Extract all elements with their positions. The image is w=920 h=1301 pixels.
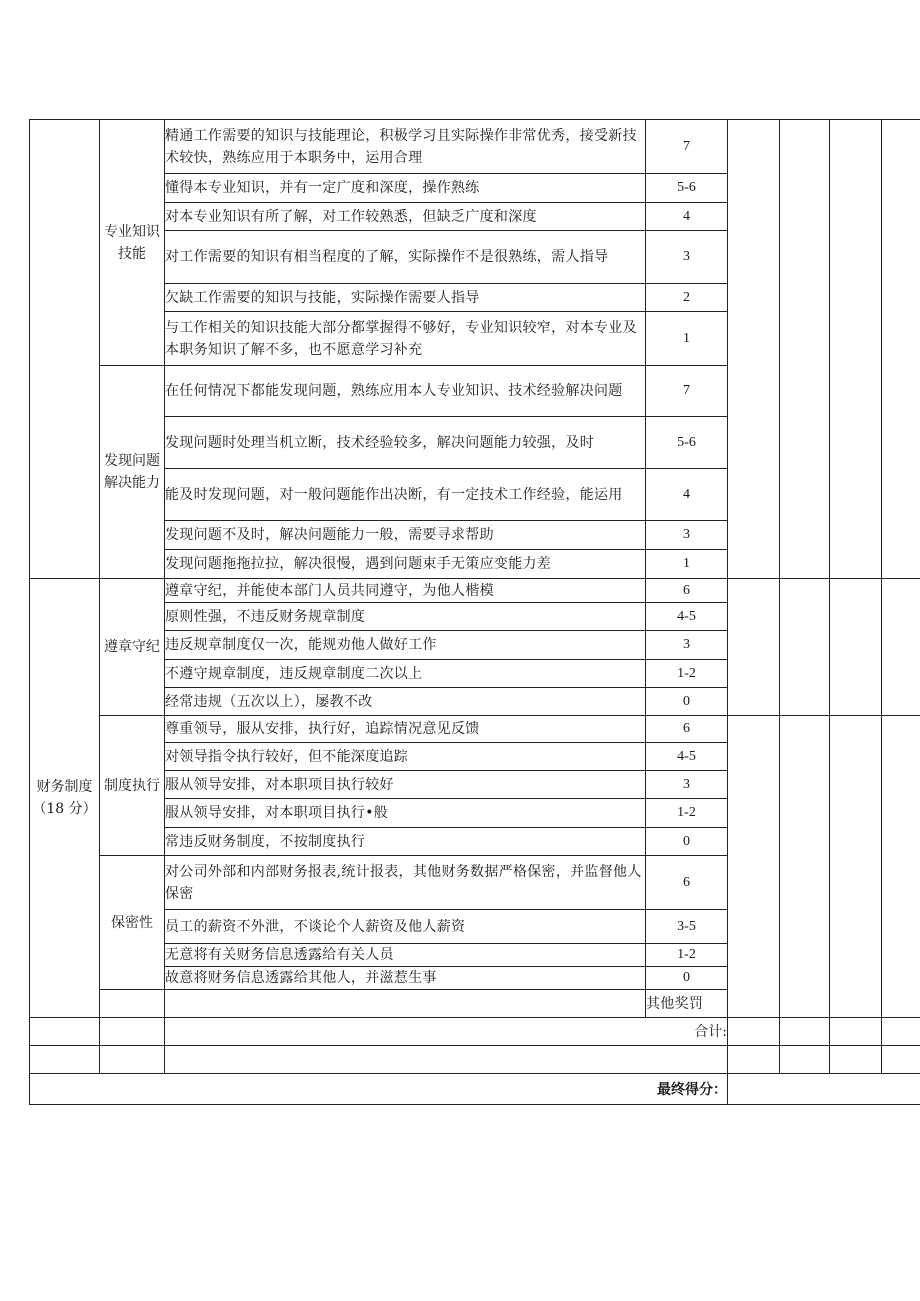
score-input-cell[interactable] xyxy=(728,579,780,716)
criterion-desc: 常违反财务制度，不按制度执行 xyxy=(165,828,646,856)
blank-cell xyxy=(30,1046,100,1074)
score-input-cell[interactable] xyxy=(830,716,882,1018)
criterion-score: 3-5 xyxy=(646,910,728,944)
criterion-score: 7 xyxy=(646,120,728,174)
score-input-cell[interactable] xyxy=(830,579,882,716)
criterion-score: 5-6 xyxy=(646,417,728,469)
criterion-desc: 在任何情况下都能发现问题，熟练应用本人专业知识、技术经验解决问题 xyxy=(165,366,646,417)
subcategory-discipline: 遵章守纪 xyxy=(100,579,165,716)
evaluation-table xyxy=(29,119,920,1105)
criterion-desc: 与工作相关的知识技能大部分都掌握得不够好，专业知识较窄，对本专业及本职务知识了解不多，也不愿意学习补充 xyxy=(165,312,646,366)
criterion-score: 4 xyxy=(646,469,728,521)
criterion-score: 0 xyxy=(646,967,728,990)
category-finance-label: 财务制度 xyxy=(36,779,93,795)
criterion-desc: 精通工作需要的知识与技能理论，积极学习且实际操作非常优秀，接受新技术较快，熟练应用于本职务中，运用合理 xyxy=(165,120,646,174)
total-input-cell[interactable] xyxy=(830,1018,882,1046)
blank-cell[interactable] xyxy=(830,1046,882,1074)
blank-cell xyxy=(100,1046,165,1074)
blank-category-cell xyxy=(30,120,100,579)
blank-cell xyxy=(165,1046,728,1074)
score-input-cell[interactable] xyxy=(780,716,830,1018)
criterion-desc: 对公司外部和内部财务报表,统计报表，其他财务数据严格保密，并监督他人保密 xyxy=(165,856,646,910)
criterion-desc: 尊重领导，服从安排，执行好，追踪情况意见反馈 xyxy=(165,716,646,743)
criterion-desc: 对工作需要的知识有相当程度的了解，实际操作不是很熟练，需人指导 xyxy=(165,231,646,284)
criterion-desc: 经常违规（五次以上），屡教不改 xyxy=(165,688,646,716)
criterion-desc: 遵章守纪，并能使本部门人员共同遵守，为他人楷模 xyxy=(165,579,646,603)
criterion-desc: 不遵守规章制度，违反规章制度二次以上 xyxy=(165,660,646,688)
criterion-score: 6 xyxy=(646,856,728,910)
score-input-cell[interactable] xyxy=(882,716,920,1018)
total-input-cell[interactable] xyxy=(728,1018,780,1046)
criterion-desc: 欠缺工作需要的知识与技能，实际操作需要人指导 xyxy=(165,284,646,312)
criterion-score: 3 xyxy=(646,231,728,284)
blank-cell xyxy=(100,990,165,1018)
criterion-desc: 服从领导安排，对本职项目执行•般 xyxy=(165,799,646,828)
criterion-score: 3 xyxy=(646,771,728,799)
total-input-cell[interactable] xyxy=(780,1018,830,1046)
criterion-desc: 能及时发现问题，对一般问题能作出决断，有一定技术工作经验，能运用 xyxy=(165,469,646,521)
total-label: 合计: xyxy=(165,1018,728,1046)
category-finance-points: （18 分） xyxy=(32,801,97,817)
criterion-score: 3 xyxy=(646,631,728,660)
blank-cell xyxy=(100,1018,165,1046)
subcategory-confidentiality: 保密性 xyxy=(100,856,165,990)
criterion-desc: 发现问题时处理当机立断，技术经验较多，解决问题能力较强，及时 xyxy=(165,417,646,469)
criterion-score: 4 xyxy=(646,203,728,231)
final-score-input-cell[interactable] xyxy=(728,1074,920,1105)
criterion-score: 2 xyxy=(646,284,728,312)
criterion-score: 6 xyxy=(646,716,728,743)
criterion-desc: 故意将财务信息透露给其他人，并滋惹生事 xyxy=(165,967,646,990)
blank-cell[interactable] xyxy=(728,1046,780,1074)
score-input-cell[interactable] xyxy=(882,120,920,579)
blank-cell xyxy=(165,990,646,1018)
score-input-cell[interactable] xyxy=(780,120,830,579)
criterion-score: 0 xyxy=(646,688,728,716)
score-input-cell[interactable] xyxy=(728,716,780,1018)
score-input-cell[interactable] xyxy=(882,579,920,716)
criterion-score: 1 xyxy=(646,312,728,366)
criterion-score: 1 xyxy=(646,550,728,579)
score-input-cell[interactable] xyxy=(780,579,830,716)
subcategory-problem-solving: 发现问题解决能力 xyxy=(100,366,165,579)
criterion-desc: 懂得本专业知识，并有一定广度和深度，操作熟练 xyxy=(165,174,646,203)
criterion-score: 1-2 xyxy=(646,944,728,967)
criterion-score: 4-5 xyxy=(646,743,728,771)
criterion-desc: 对领导指令执行较好，但不能深度追踪 xyxy=(165,743,646,771)
criterion-desc: 服从领导安排，对本职项目执行较好 xyxy=(165,771,646,799)
criterion-desc: 发现问题拖拖拉拉，解决很慢，遇到问题束手无策应变能力差 xyxy=(165,550,646,579)
blank-cell[interactable] xyxy=(882,1046,920,1074)
subcategory-execution: 制度执行 xyxy=(100,716,165,856)
criterion-score: 4-5 xyxy=(646,603,728,631)
criterion-score: 6 xyxy=(646,579,728,603)
criterion-score: 5-6 xyxy=(646,174,728,203)
final-score-label: 最终得分： xyxy=(30,1074,728,1105)
category-finance xyxy=(30,579,100,1018)
criterion-desc: 对本专业知识有所了解，对工作较熟悉，但缺乏广度和深度 xyxy=(165,203,646,231)
subcategory-skill: 专业知识技能 xyxy=(100,120,165,366)
criterion-desc: 原则性强，不违反财务规章制度 xyxy=(165,603,646,631)
criterion-desc: 发现问题不及时，解决问题能力一般，需要寻求帮助 xyxy=(165,521,646,550)
criterion-score: 0 xyxy=(646,828,728,856)
criterion-score: 1-2 xyxy=(646,660,728,688)
criterion-desc: 员工的薪资不外泄，不谈论个人薪资及他人薪资 xyxy=(165,910,646,944)
criterion-score: 1-2 xyxy=(646,799,728,828)
blank-cell xyxy=(30,1018,100,1046)
criterion-score: 3 xyxy=(646,521,728,550)
score-input-cell[interactable] xyxy=(830,120,882,579)
total-input-cell[interactable] xyxy=(882,1018,920,1046)
criterion-desc: 违反规章制度仅一次，能规劝他人做好工作 xyxy=(165,631,646,660)
blank-cell[interactable] xyxy=(780,1046,830,1074)
criterion-score: 7 xyxy=(646,366,728,417)
other-rewards-label: 其他奖罚 xyxy=(646,990,780,1018)
score-input-cell[interactable] xyxy=(728,120,780,579)
criterion-desc: 无意将有关财务信息透露给有关人员 xyxy=(165,944,646,967)
